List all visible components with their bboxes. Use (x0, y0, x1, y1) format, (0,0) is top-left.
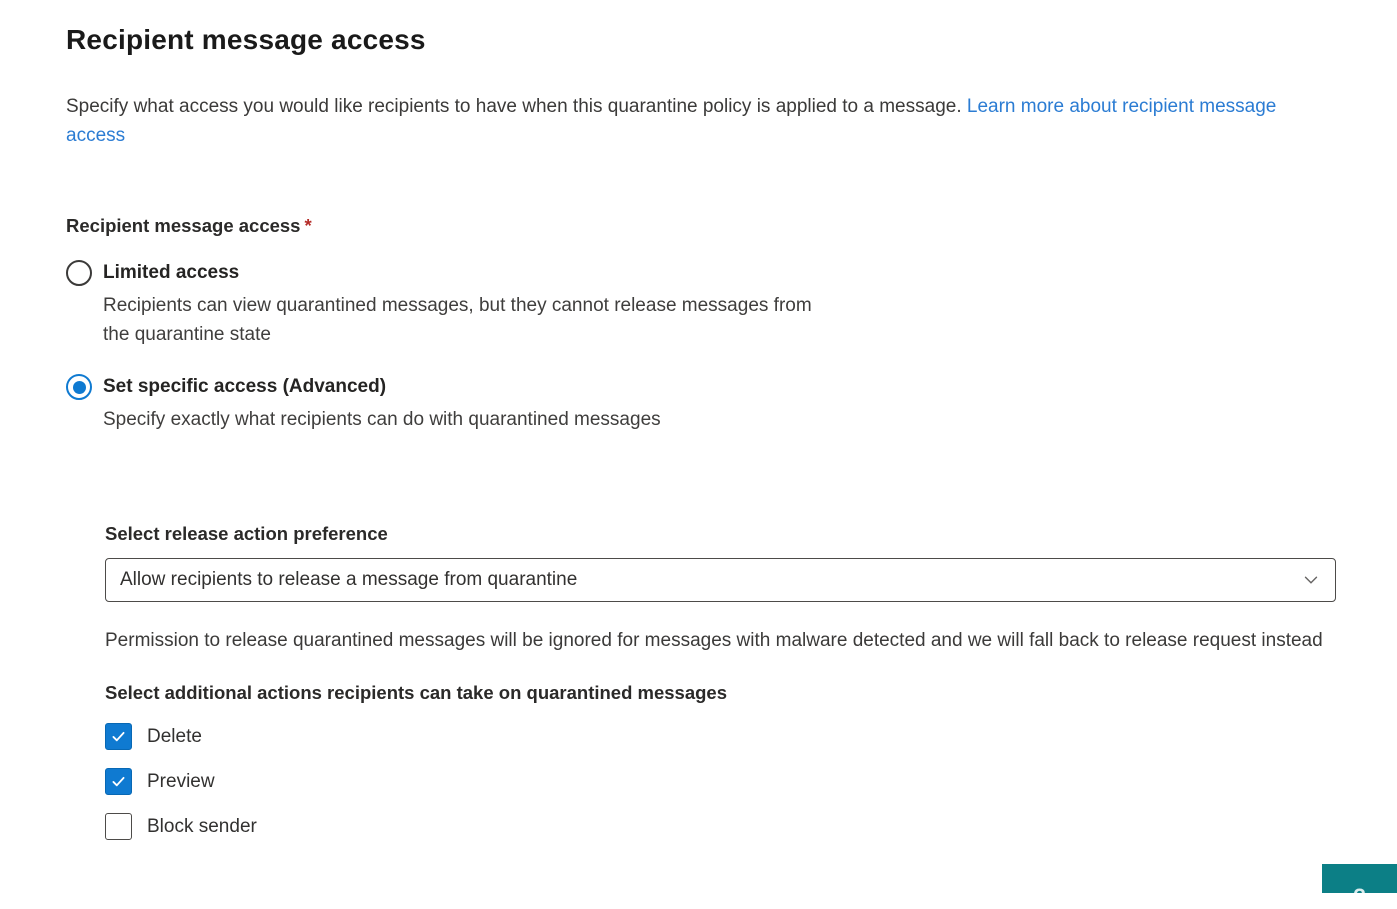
limited-access-description: Recipients can view quarantined messages, but they cannot release messages from the quarantine state (103, 295, 812, 345)
radio-option-limited-access (66, 260, 1335, 349)
checkmark-icon (110, 773, 127, 790)
preview-checkbox-label[interactable]: Preview (147, 771, 215, 792)
set-specific-access-label[interactable]: Set specific access (Advanced) (103, 376, 387, 397)
checkbox-row-block-sender[interactable] (105, 813, 1336, 840)
radio-option-set-specific-access (66, 374, 1335, 434)
advanced-settings-section (105, 522, 1336, 840)
checkbox-row-delete[interactable] (105, 723, 1336, 750)
limited-access-radio[interactable] (66, 260, 92, 286)
block-sender-checkbox-label[interactable]: Block sender (147, 816, 257, 837)
intro-text-body: Specify what access you would like recipients to have when this quarantine policy is applied to a message. (66, 96, 967, 117)
release-preference-dropdown[interactable] (105, 558, 1336, 602)
block-sender-checkbox[interactable] (105, 813, 132, 840)
limited-access-label[interactable]: Limited access (103, 262, 240, 283)
delete-checkbox-label[interactable]: Delete (147, 726, 202, 747)
learn-more-link[interactable]: Learn more about recipient message access (66, 96, 1277, 146)
radio-selected-dot-icon (73, 381, 86, 394)
delete-checkbox[interactable] (105, 723, 132, 750)
required-asterisk: * (304, 215, 312, 236)
intro-text (66, 92, 1335, 150)
page-title: Recipient message access (66, 24, 426, 55)
checkbox-row-preview[interactable] (105, 768, 1336, 795)
question-mark-icon: ? (1353, 885, 1366, 908)
release-preference-label: Select release action preference (105, 523, 388, 544)
checkmark-icon (110, 728, 127, 745)
chevron-down-icon (1303, 572, 1319, 588)
release-preference-selected-value: Allow recipients to release a message from quarantine (120, 569, 578, 590)
set-specific-access-radio[interactable] (66, 374, 92, 400)
additional-actions-label: Select additional actions recipients can take on quarantined messages (105, 682, 728, 703)
set-specific-access-description: Specify exactly what recipients can do with quarantined messages (103, 409, 661, 430)
release-preference-help-text: Permission to release quarantined messages will be ignored for messages with malware detected and we will fall back to release request instead (105, 630, 1323, 651)
help-button[interactable] (1322, 864, 1397, 908)
access-field-label: Recipient message access * (66, 215, 312, 236)
preview-checkbox[interactable] (105, 768, 132, 795)
